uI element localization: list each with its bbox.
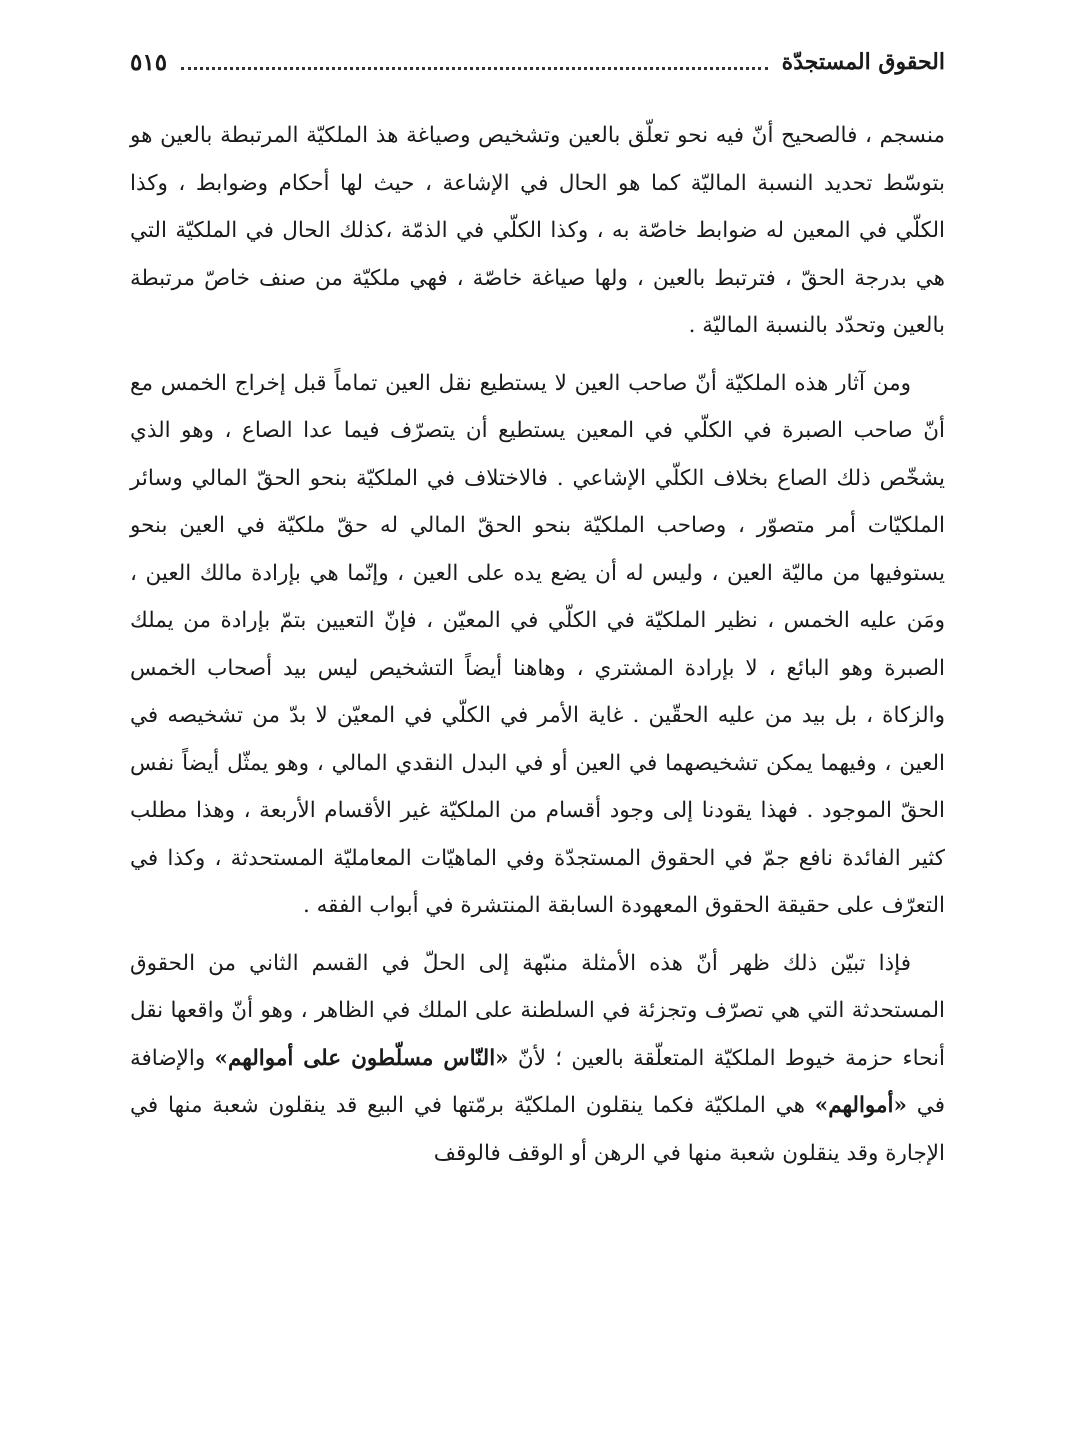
running-header [130, 40, 945, 84]
paragraph-3-text-after: هي الملكيّة فكما ينقلون الملكيّة برمّتها في البيع قد ينقلون شعبة منها في الإجارة وقد ينقلون شعبة منها في الرهن أو الوقف فالوقف [130, 1093, 945, 1166]
running-title: الحقوق المستجدّة [781, 49, 945, 75]
page-number: ٥١٥ [130, 48, 168, 76]
paragraph-3 [130, 940, 945, 1178]
quoted-term: «أموالهم» [814, 1093, 907, 1118]
hadith-quote: «النّاس مسلّطون على أموالهم» [214, 1045, 509, 1071]
book-page [130, 40, 945, 1420]
paragraph-3-text-before: فإذا تبيّن ذلك ظهر أنّ هذه الأمثلة منبّهة إلى الحلّ في القسم الثاني من الحقوق المستحدثة التي هي تصرّف وتجزئة في السلطنة على الملك في الظاهر ، وهو أنّ واقعها نقل أنحاء حزمة خيوط الملكيّة المتعلّقة بالعين ؛ لأنّ [130, 950, 945, 1071]
paragraph-3-text-middle: والإضافة في [130, 1045, 945, 1118]
paragraph-2: ومن آثار هذه الملكيّة أنّ صاحب العين لا يستطيع نقل العين تماماً قبل إخراج الخمس مع أنّ صاحب الصبرة في الكلّي في المعين يستطيع أن يتصرّف فيما عدا الصاع ، وهو الذي يشخّص ذلك الصاع بخلاف الكلّي الإشاعي . فالاختلاف في الملكيّة بنحو الحقّ المالي وسائر الملكيّات أمر متصوّر ، وصاحب الملكيّة بنحو الحقّ المالي له حقّ ملكيّة في العين بنحو يستوفيها من ماليّة العين ، وليس له أن يضع يده على العين ، وإنّما هي بإرادة مالك العين ، ومَن عليه الخمس ، نظير الملكيّة في الكلّي في المعيّن ، فإنّ التعيين بتمّ بإرادة من يملك الصبرة وهو البائع ، لا بإرادة المشتري ، وهاهنا أيضاً التشخيص ليس بيد أصحاب الخمس والزكاة ، بل بيد من عليه الحقّين . غاية الأمر في الكلّي في المعيّن لا بدّ من تشخيصه في العين ، وفيهما يمكن تشخيصهما في العين أو في البدل النقدي المالي ، وهو يمثّل أيضاً نفس الحقّ الموجود . فهذا يقودنا إلى وجود أقسام من الملكيّة غير الأقسام الأربعة ، وهذا مطلب كثير الفائدة نافع جمّ في الحقوق المستجدّة وفي الماهيّات المعامليّة المستحدثة ، وكذا في التعرّف على حقيقة الحقوق المعهودة السابقة المنتشرة في أبواب الفقه . [130, 370, 945, 918]
paragraph-1: منسجم ، فالصحيح أنّ فيه نحو تعلّق بالعين وتشخيص وصياغة هذ الملكيّة المرتبطة بالعين هو بتوسّط تحديد النسبة الماليّة كما هو الحال في الإشاعة ، حيث لها أحكام وضوابط ، وكذا الكلّي في المعين له ضوابط خاصّة به ، وكذا الكلّي في الذمّة ،كذلك الحال في الملكيّة التي هي بدرجة الحقّ ، فترتبط بالعين ، ولها صياغة خاصّة ، فهي ملكيّة من صنف خاصّ مرتبطة بالعين وتحدّد بالنسبة الماليّة . [130, 123, 945, 338]
body-text [130, 112, 945, 1177]
dot-leader [181, 67, 768, 70]
